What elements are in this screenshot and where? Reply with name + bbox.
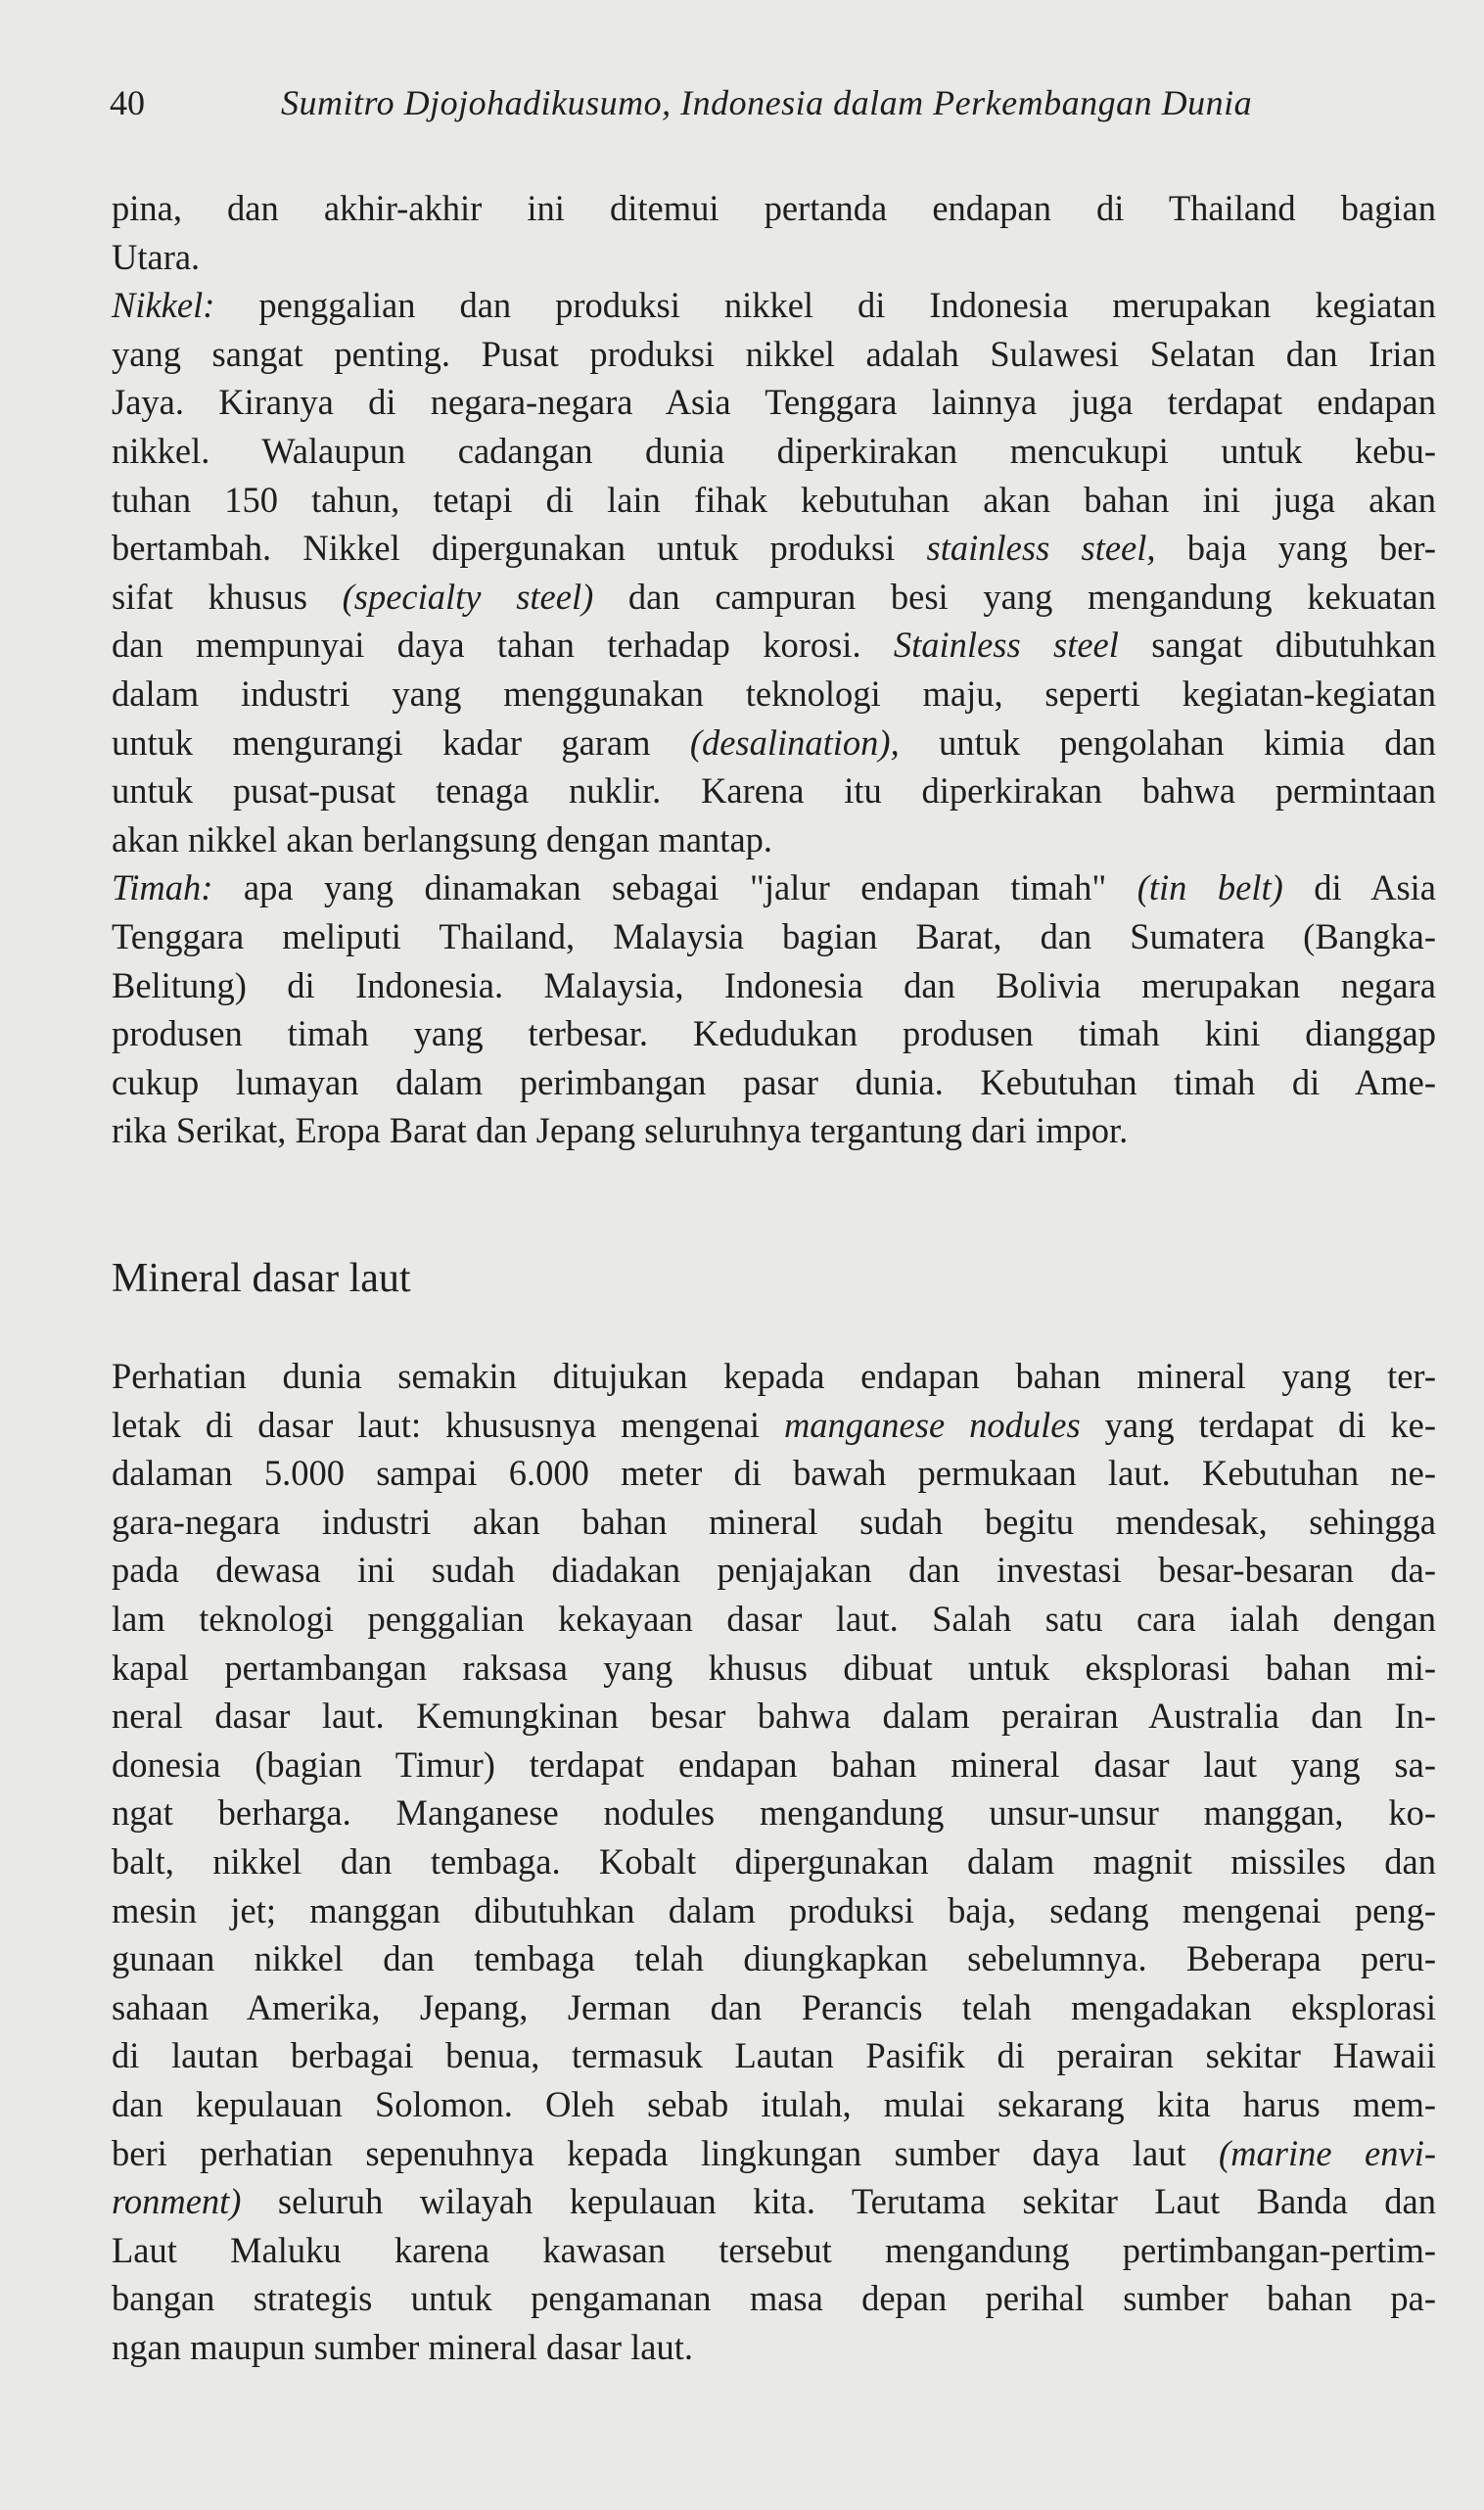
text-line — [112, 1837, 1436, 1886]
text-segment: Jaya. Kiranya di negara-negara Asia Tenggara lainnya juga terdapat endapan — [112, 382, 1436, 423]
text-line — [112, 1106, 1436, 1155]
text-line — [112, 1983, 1436, 2032]
text-segment: bangan strategis untuk pengamanan masa depan perihal sumber bahan pa- — [112, 2278, 1436, 2319]
text-line — [112, 330, 1436, 379]
text-line — [112, 1352, 1436, 1401]
text-segment: untuk mengurangi kadar garam — [112, 721, 690, 763]
text-segment: yang sangat penting. Pusat produksi nikkel adalah Sulawesi Selatan dan Irian — [112, 333, 1436, 374]
text-segment: gara-negara industri akan bahan mineral sudah begitu mendesak, sehingga — [112, 1501, 1436, 1542]
text-line — [112, 573, 1436, 622]
body-text-seabed-minerals — [112, 1352, 1436, 2371]
text-segment: penggalian dan produksi nikkel di Indonesia merupakan kegiatan — [214, 285, 1436, 326]
text-line — [112, 1692, 1436, 1741]
text-segment: mesin jet; manggan dibutuhkan dalam produksi baja, sedang mengenai peng- — [112, 1889, 1436, 1930]
text-line — [112, 2080, 1436, 2129]
text-line — [112, 1009, 1436, 1058]
text-segment: sifat khusus — [112, 576, 343, 617]
italic-term: Timah: — [112, 867, 213, 908]
text-line — [112, 719, 1436, 767]
text-segment: pada dewasa ini sudah diadakan penjajakan dan investasi besar-besaran da- — [112, 1550, 1436, 1591]
text-line — [112, 2274, 1436, 2323]
text-line — [112, 815, 1436, 864]
text-segment: Laut Maluku karena kawasan tersebut mengandung pertimbangan-pertim- — [112, 2229, 1436, 2270]
text-segment: kapal pertambangan raksasa yang khusus dibuat untuk eksplorasi bahan mi- — [112, 1647, 1436, 1688]
text-segment: donesia (bagian Timur) terdapat endapan bahan mineral dasar laut yang sa- — [112, 1743, 1436, 1785]
text-line — [112, 2031, 1436, 2080]
text-line — [112, 1449, 1436, 1498]
text-line — [112, 1401, 1436, 1450]
text-line — [112, 427, 1436, 476]
text-segment: bertambah. Nikkel dipergunakan untuk produksi — [112, 528, 927, 569]
text-segment: apa yang dinamakan sebagai "jalur endapan timah" — [212, 867, 1137, 908]
text-segment: produsen timah yang terbesar. Kedudukan produsen timah kini dianggap — [112, 1013, 1436, 1054]
text-segment: ngat berharga. Manganese nodules mengandung unsur-unsur manggan, ko- — [112, 1792, 1436, 1834]
text-line — [112, 670, 1436, 719]
text-line — [112, 2226, 1436, 2275]
text-line — [112, 1934, 1436, 1983]
italic-term: (desalination), — [689, 721, 900, 763]
text-line — [112, 184, 1436, 233]
text-line — [112, 767, 1436, 815]
text-segment: ngan maupun sumber mineral dasar laut. — [112, 2326, 693, 2367]
text-line — [112, 524, 1436, 573]
text-segment: sangat dibutuhkan — [1118, 625, 1437, 666]
section-heading: Mineral dasar laut — [112, 1256, 411, 1301]
text-segment: dan mempunyai daya tahan terhadap korosi. — [112, 625, 894, 666]
text-line — [112, 476, 1436, 525]
text-line — [112, 1058, 1436, 1107]
text-segment: Perhatian dunia semakin ditujukan kepada endapan bahan mineral yang ter- — [112, 1356, 1436, 1396]
text-segment: gunaan nikkel dan tembaga telah diungkapkan sebelumnya. Beberapa peru- — [112, 1938, 1436, 1979]
text-line — [112, 378, 1436, 427]
text-segment: akan nikkel akan berlangsung dengan mantap. — [112, 818, 773, 860]
text-segment: yang terdapat di ke- — [1080, 1404, 1437, 1445]
text-line — [112, 1644, 1436, 1693]
text-segment: tuhan 150 tahun, tetapi di lain fihak kebutuhan akan bahan ini juga akan — [112, 479, 1436, 520]
text-line — [112, 281, 1436, 330]
text-segment: cukup lumayan dalam perimbangan pasar dunia. Kebutuhan timah di Ame- — [112, 1061, 1436, 1102]
text-segment: beri perhatian sepenuhnya kepada lingkungan sumber daya laut — [112, 2132, 1220, 2173]
running-title: Sumitro Djojohadikusumo, Indonesia dalam Perkembangan Dunia — [281, 83, 1253, 122]
text-line — [112, 961, 1436, 1010]
text-line — [112, 912, 1436, 961]
body-text-minerals — [112, 184, 1436, 1155]
text-segment: rika Serikat, Eropa Barat dan Jepang seluruhnya tergantung dari impor. — [112, 1110, 1129, 1151]
italic-term: Stainless steel — [893, 625, 1119, 666]
text-line — [112, 2323, 1436, 2372]
italic-term: manganese nodules — [783, 1404, 1081, 1445]
text-segment: seluruh wilayah kepulauan kita. Terutama sekitar Laut Banda dan — [241, 2181, 1436, 2222]
text-line — [112, 2177, 1436, 2226]
italic-term: ronment) — [112, 2181, 242, 2222]
italic-term: stainless steel, — [926, 528, 1156, 569]
text-line — [112, 233, 1436, 282]
text-segment: pina, dan akhir-akhir ini ditemui pertanda endapan di Thailand bagian — [112, 188, 1436, 228]
text-segment: baja yang ber- — [1155, 528, 1436, 569]
italic-term: Nikkel: — [112, 285, 215, 326]
text-line — [112, 1546, 1436, 1595]
text-line — [112, 621, 1436, 670]
text-segment: Belitung) di Indonesia. Malaysia, Indonesia dan Bolivia merupakan negara — [112, 964, 1436, 1005]
running-header — [110, 82, 1323, 131]
text-segment: lam teknologi penggalian kekayaan dasar laut. Salah satu cara ialah dengan — [112, 1598, 1436, 1639]
italic-term: (specialty steel) — [342, 576, 594, 617]
text-segment: Utara. — [112, 236, 201, 277]
italic-term: (tin belt) — [1136, 867, 1283, 908]
text-segment: di lautan berbagai benua, termasuk Lautan Pasifik di perairan sekitar Hawaii — [112, 2035, 1436, 2076]
text-segment: letak di dasar laut: khususnya mengenai — [112, 1404, 784, 1445]
text-segment: neral dasar laut. Kemungkinan besar bahwa dalam perairan Australia dan In- — [112, 1696, 1436, 1737]
text-segment: dalam industri yang menggunakan teknologi maju, seperti kegiatan-kegiatan — [112, 673, 1436, 714]
text-segment: nikkel. Walaupun cadangan dunia diperkirakan mencukupi untuk kebu- — [112, 430, 1436, 471]
text-segment: sahaan Amerika, Jepang, Jerman dan Perancis telah mengadakan eksplorasi — [112, 1986, 1436, 2027]
page-number: 40 — [110, 83, 145, 122]
text-segment: dan kepulauan Solomon. Oleh sebab itulah, mulai sekarang kita harus mem- — [112, 2083, 1436, 2124]
text-line — [112, 1886, 1436, 1935]
text-line — [112, 1789, 1436, 1837]
text-line — [112, 2129, 1436, 2178]
text-segment: di Asia — [1282, 867, 1437, 908]
text-line — [112, 1741, 1436, 1790]
text-segment: Tenggara meliputi Thailand, Malaysia bagian Barat, dan Sumatera (Bangka- — [112, 915, 1436, 956]
text-segment: untuk pengolahan kimia dan — [899, 721, 1436, 763]
text-segment: untuk pusat-pusat tenaga nuklir. Karena itu diperkirakan bahwa permintaan — [112, 770, 1436, 812]
text-segment: dan campuran besi yang mengandung kekuatan — [593, 576, 1436, 617]
text-line — [112, 863, 1436, 912]
text-segment: balt, nikkel dan tembaga. Kobalt dipergunakan dalam magnit missiles dan — [112, 1840, 1436, 1882]
italic-term: (marine envi- — [1219, 2132, 1436, 2173]
text-line — [112, 1595, 1436, 1644]
text-line — [112, 1498, 1436, 1547]
text-segment: dalaman 5.000 sampai 6.000 meter di bawah permukaan laut. Kebutuhan ne- — [112, 1453, 1436, 1494]
